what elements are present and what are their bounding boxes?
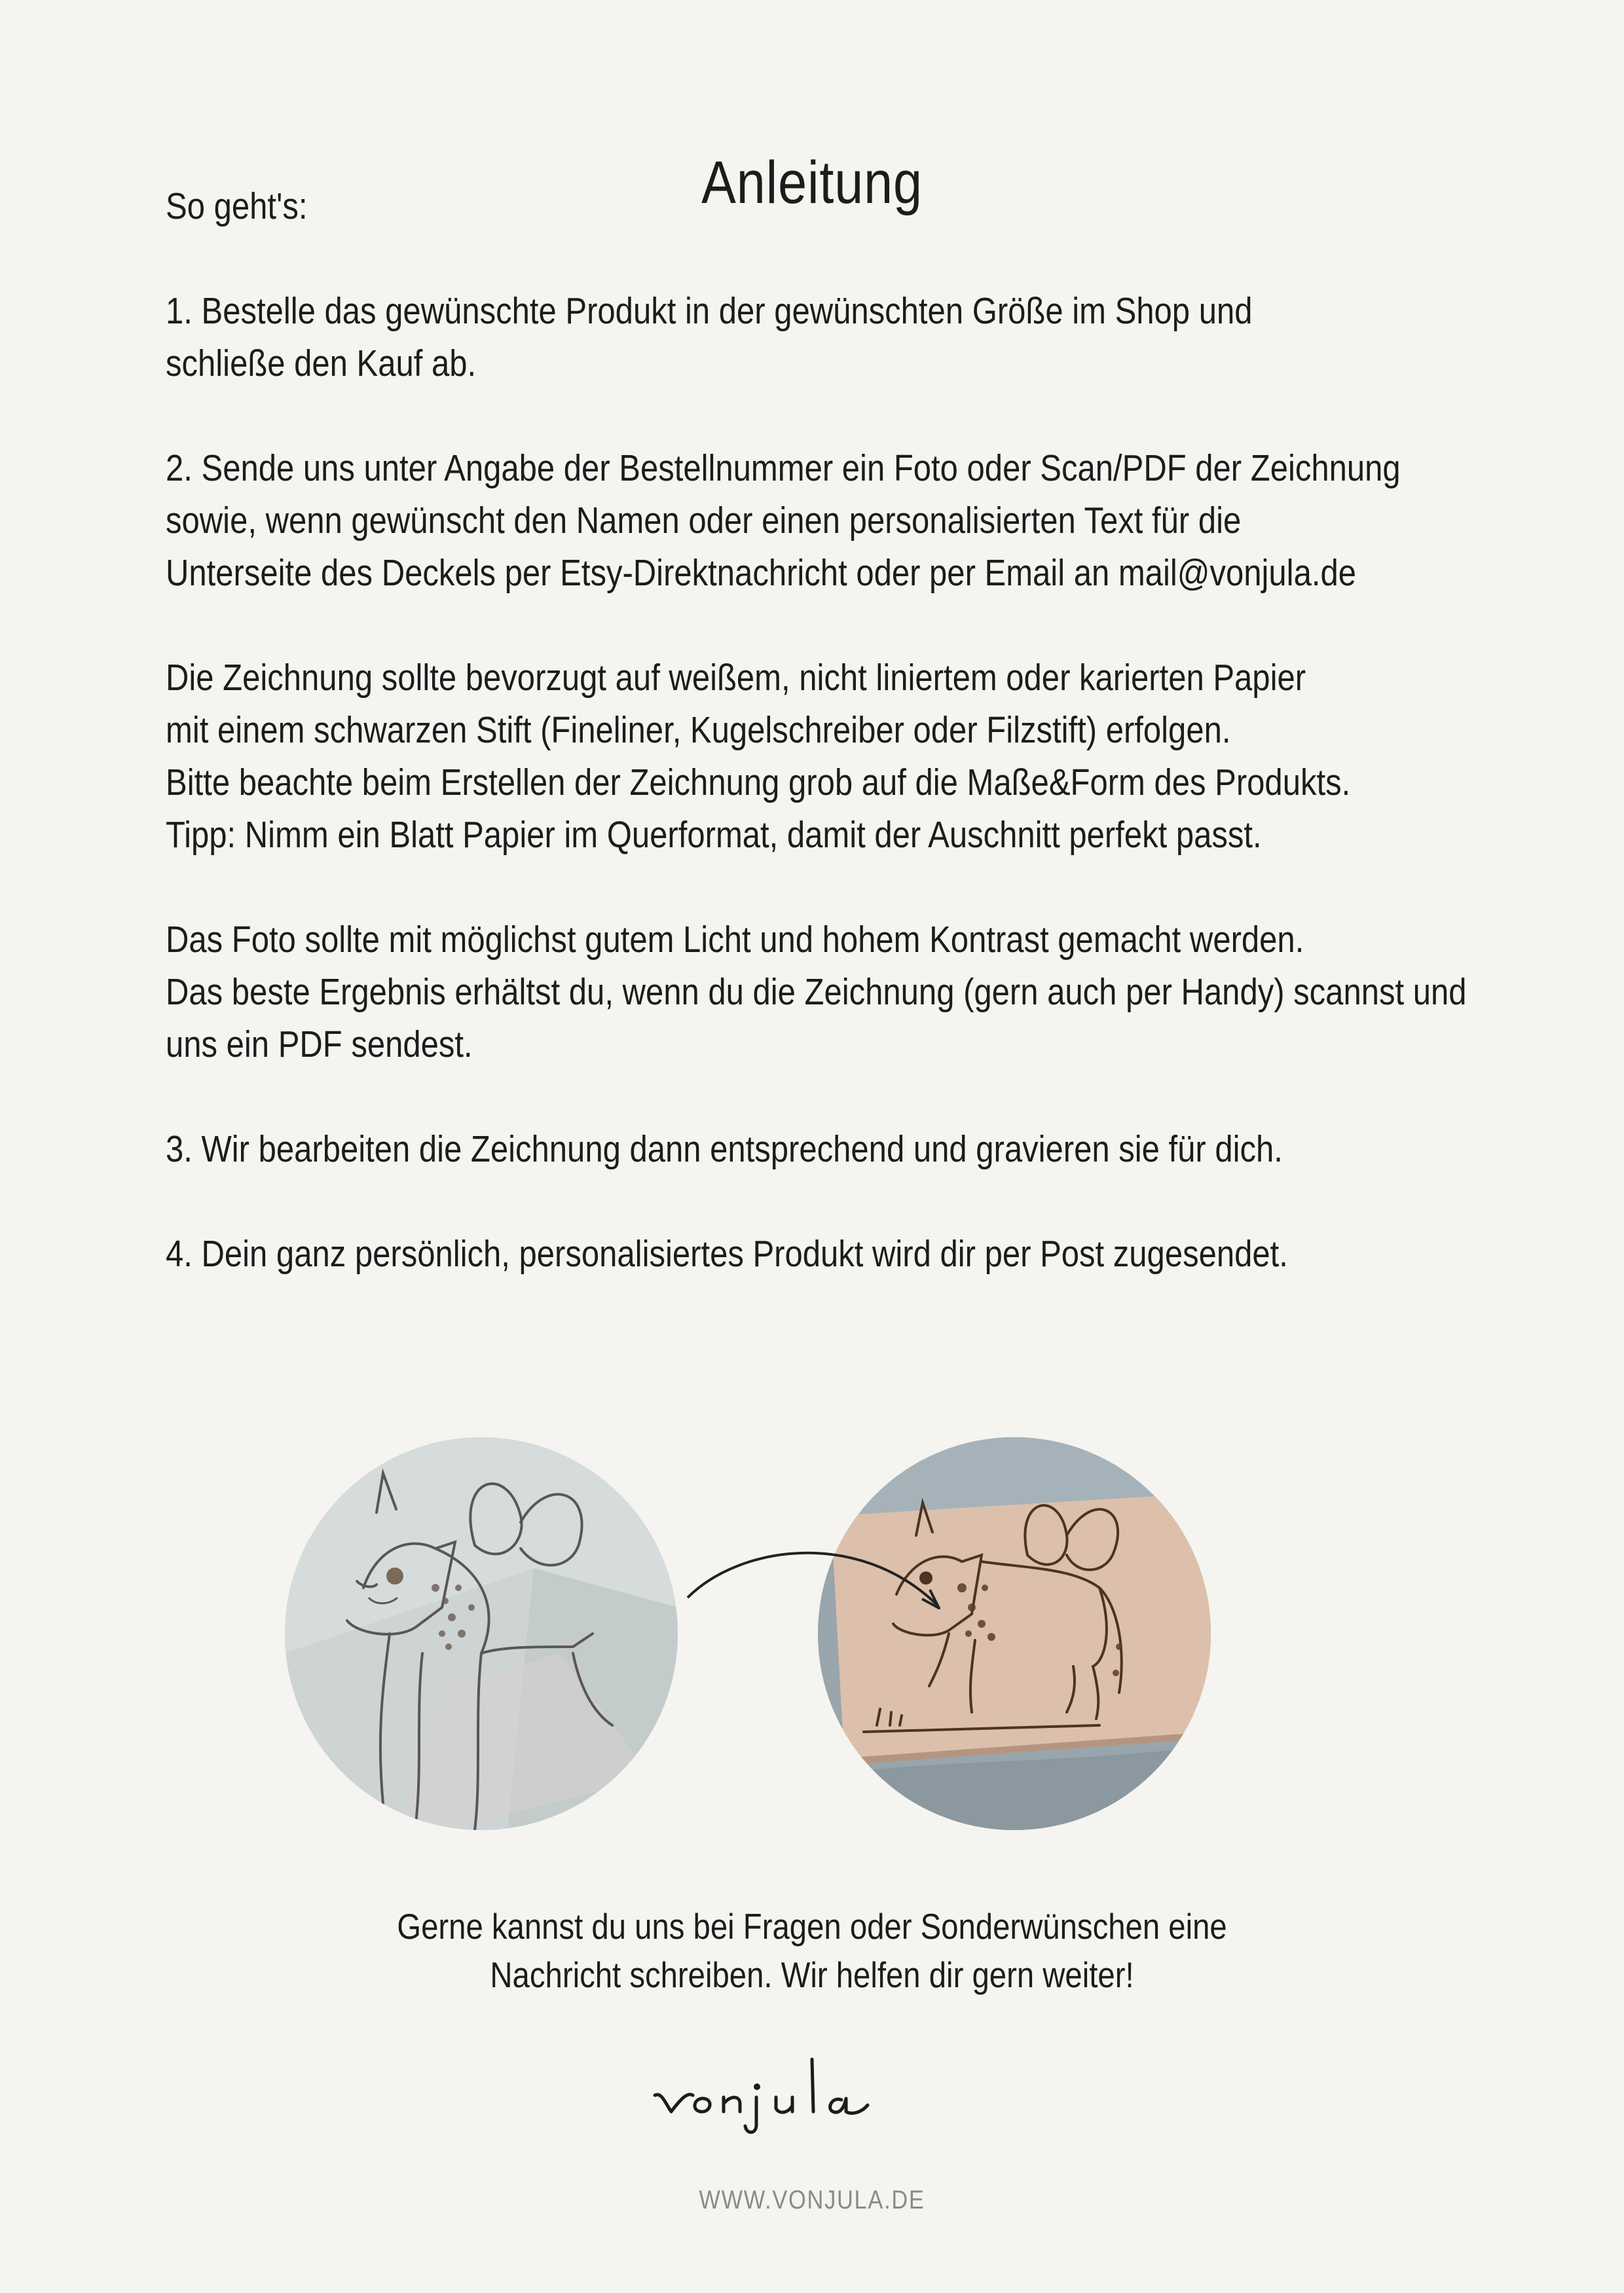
page-title: Anleitung: [701, 149, 923, 216]
intro-line: So geht's:: [166, 185, 308, 227]
step-2-line-3: Unterseite des Deckels per Etsy-Direktnachricht oder per Email an mail@vonjula.de: [166, 552, 1356, 594]
step-2-line-1: 2. Sende uns unter Angabe der Bestellnummer ein Foto oder Scan/PDF der Zeichnung: [166, 447, 1401, 489]
step-1-line-1: 1. Bestelle das gewünschte Produkt in der gewünschten Größe im Shop und: [166, 290, 1253, 332]
step-4-line: 4. Dein ganz persönlich, personalisiertes Produkt wird dir per Post zugesendet.: [166, 1233, 1288, 1275]
drawing-line-2: mit einem schwarzen Stift (Fineliner, Kugelschreiber oder Filzstift) erfolgen.: [166, 709, 1231, 751]
vonjula-logo: [642, 2040, 982, 2138]
website-url: WWW.VONJULA.DE: [699, 2186, 925, 2214]
photo-line-1: Das Foto sollte mit möglichst gutem Licht und hohem Kontrast gemacht werden.: [166, 919, 1304, 961]
step-2-line-2: sowie, wenn gewünscht den Namen oder einen personalisierten Text für die: [166, 500, 1242, 541]
photo-line-2: Das beste Ergebnis erhältst du, wenn du die Zeichnung (gern auch per Handy) scannst und: [166, 971, 1467, 1013]
closing-message: [114, 1902, 1511, 1999]
arrow-icon: [0, 1388, 1624, 1860]
closing-line-1: Gerne kannst du uns bei Fragen oder Sonderwünschen eine: [397, 1906, 1227, 1947]
closing-line-2: Nachricht schreiben. Wir helfen dir gern weiter!: [490, 1954, 1134, 1995]
photo-line-3: uns ein PDF sendest.: [166, 1023, 473, 1065]
step-3-line: 3. Wir bearbeiten die Zeichnung dann entsprechend und gravieren sie für dich.: [166, 1128, 1283, 1170]
drawing-line-1: Die Zeichnung sollte bevorzugt auf weißem, nicht liniertem oder karierten Papier: [166, 657, 1306, 699]
step-1-line-2: schließe den Kauf ab.: [166, 342, 477, 384]
before-after-illustration: [0, 1388, 1624, 1860]
drawing-line-4: Tipp: Nimm ein Blatt Papier im Querformat, damit der Auschnitt perfekt passt.: [166, 814, 1262, 856]
drawing-line-3: Bitte beachte beim Erstellen der Zeichnung grob auf die Maße&Form des Produkts.: [166, 761, 1351, 803]
instructions-text: [166, 180, 1467, 1280]
